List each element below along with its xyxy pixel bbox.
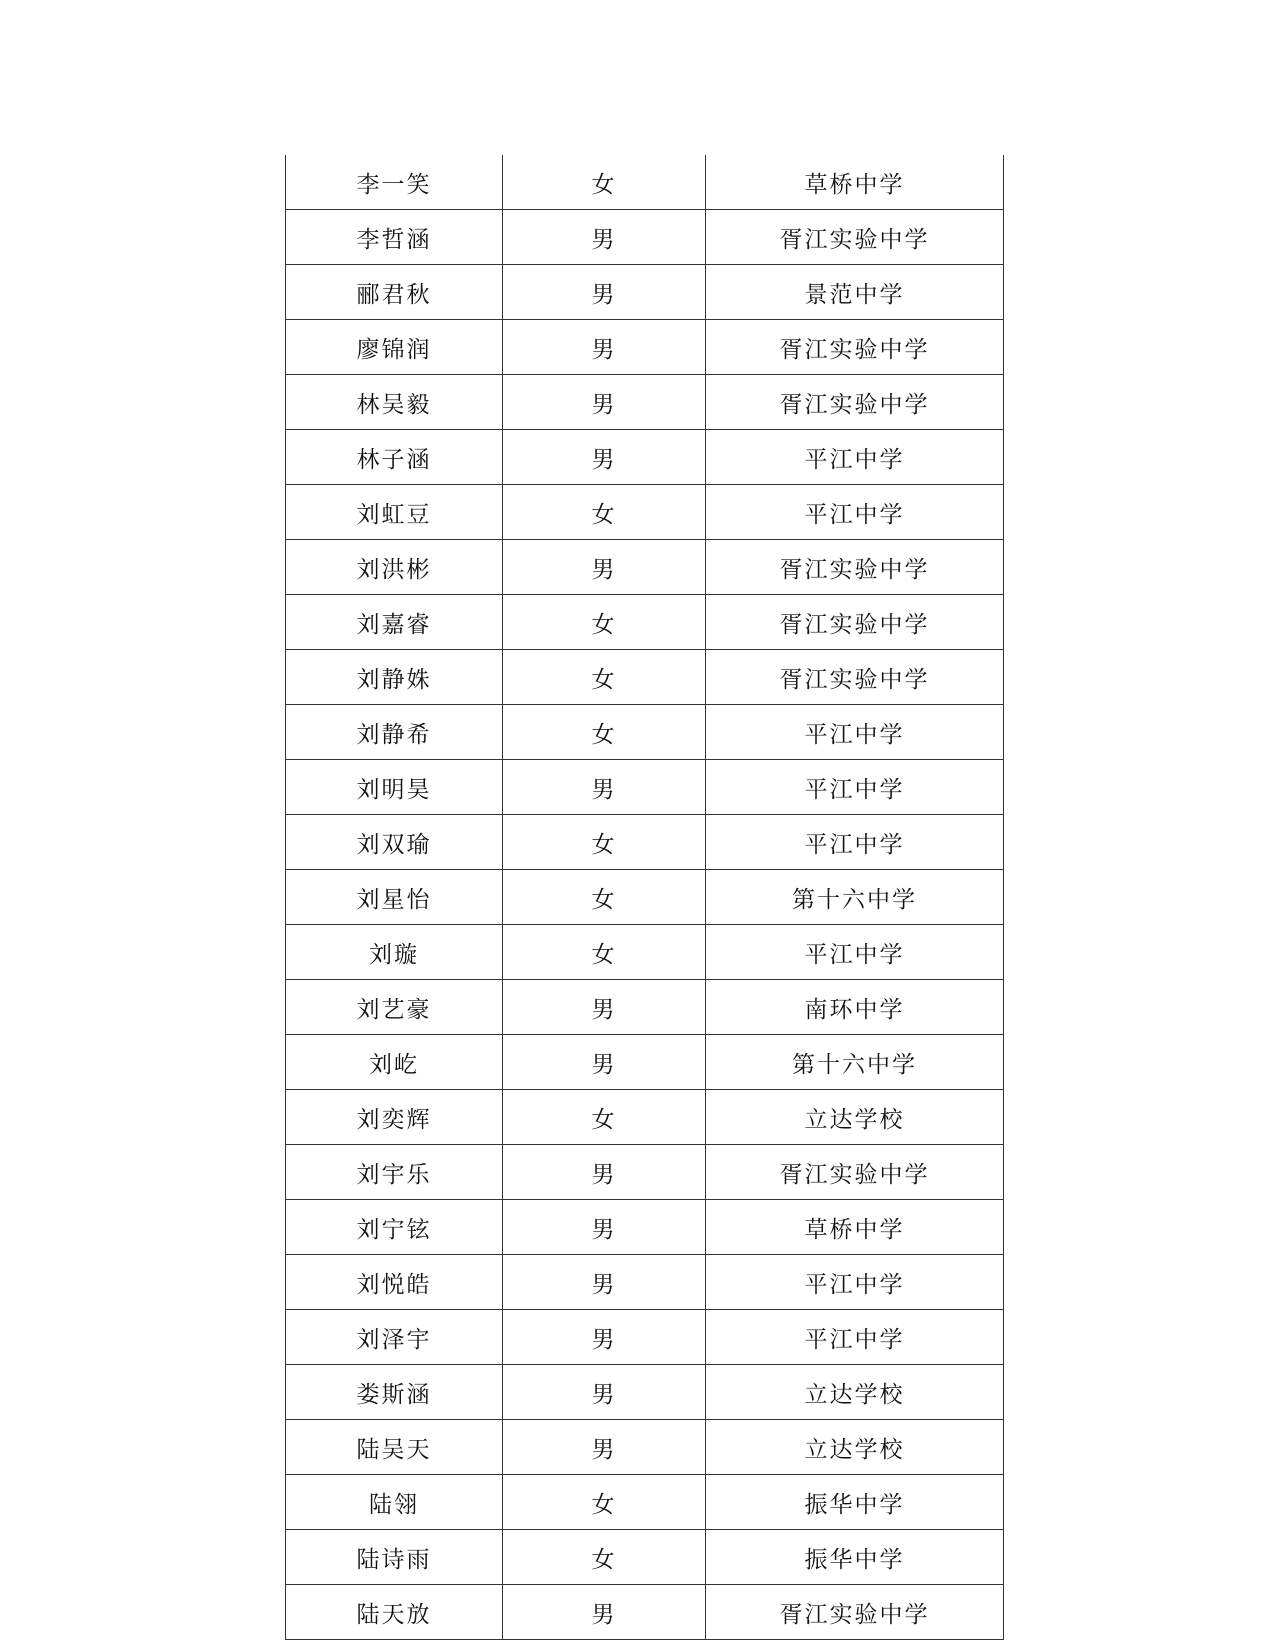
table-row — [286, 485, 1004, 540]
student-school: 胥江实验中学 — [706, 210, 1004, 265]
student-name: 刘虹豆 — [286, 485, 503, 540]
student-school: 胥江实验中学 — [706, 375, 1004, 430]
student-gender: 女 — [503, 485, 706, 540]
student-name: 刘泽宇 — [286, 1310, 503, 1365]
table-row — [286, 815, 1004, 870]
student-gender: 男 — [503, 210, 706, 265]
student-name: 陆诗雨 — [286, 1530, 503, 1585]
student-name: 刘明昊 — [286, 760, 503, 815]
student-name: 刘悦皓 — [286, 1255, 503, 1310]
student-school: 第十六中学 — [706, 1035, 1004, 1090]
table-row — [286, 870, 1004, 925]
student-gender: 男 — [503, 1200, 706, 1255]
student-name: 李哲涵 — [286, 210, 503, 265]
student-list-body — [286, 155, 1004, 1640]
student-name: 刘艺豪 — [286, 980, 503, 1035]
student-list-table — [285, 155, 1004, 1640]
student-name: 娄斯涵 — [286, 1365, 503, 1420]
table-row — [286, 1420, 1004, 1475]
table-row — [286, 375, 1004, 430]
table-row — [286, 1090, 1004, 1145]
student-school: 立达学校 — [706, 1365, 1004, 1420]
student-school: 平江中学 — [706, 925, 1004, 980]
student-school: 第十六中学 — [706, 870, 1004, 925]
table-row — [286, 760, 1004, 815]
student-gender: 女 — [503, 705, 706, 760]
student-school: 胥江实验中学 — [706, 1585, 1004, 1640]
student-gender: 女 — [503, 1475, 706, 1530]
student-school: 南环中学 — [706, 980, 1004, 1035]
table-row — [286, 705, 1004, 760]
student-gender: 男 — [503, 1035, 706, 1090]
table-row — [286, 925, 1004, 980]
student-gender: 男 — [503, 265, 706, 320]
student-name: 刘洪彬 — [286, 540, 503, 595]
student-school: 平江中学 — [706, 760, 1004, 815]
student-gender: 男 — [503, 980, 706, 1035]
table-row — [286, 1035, 1004, 1090]
student-name: 李一笑 — [286, 155, 503, 210]
student-school: 立达学校 — [706, 1420, 1004, 1475]
table-row — [286, 595, 1004, 650]
student-school: 景范中学 — [706, 265, 1004, 320]
student-gender: 男 — [503, 1255, 706, 1310]
student-gender: 女 — [503, 650, 706, 705]
table-row — [286, 320, 1004, 375]
student-name: 廖锦润 — [286, 320, 503, 375]
student-gender: 女 — [503, 155, 706, 210]
student-gender: 男 — [503, 1585, 706, 1640]
table-row — [286, 210, 1004, 265]
student-school: 草桥中学 — [706, 1200, 1004, 1255]
table-row — [286, 265, 1004, 320]
student-gender: 女 — [503, 1530, 706, 1585]
student-gender: 男 — [503, 375, 706, 430]
student-gender: 男 — [503, 1310, 706, 1365]
student-name: 刘璇 — [286, 925, 503, 980]
table-row — [286, 1255, 1004, 1310]
student-school: 胥江实验中学 — [706, 540, 1004, 595]
student-gender: 女 — [503, 925, 706, 980]
student-school: 平江中学 — [706, 815, 1004, 870]
student-gender: 男 — [503, 1145, 706, 1200]
student-name: 刘双瑜 — [286, 815, 503, 870]
table-row — [286, 650, 1004, 705]
table-row — [286, 1145, 1004, 1200]
table-row — [286, 540, 1004, 595]
table-row — [286, 1475, 1004, 1530]
student-name: 刘嘉睿 — [286, 595, 503, 650]
student-gender: 男 — [503, 1420, 706, 1475]
student-name: 刘静希 — [286, 705, 503, 760]
student-name: 陆翎 — [286, 1475, 503, 1530]
student-school: 草桥中学 — [706, 155, 1004, 210]
student-school: 平江中学 — [706, 485, 1004, 540]
student-school: 振华中学 — [706, 1475, 1004, 1530]
student-gender: 女 — [503, 870, 706, 925]
student-school: 胥江实验中学 — [706, 320, 1004, 375]
table-row — [286, 1200, 1004, 1255]
student-name: 林吴毅 — [286, 375, 503, 430]
student-school: 胥江实验中学 — [706, 650, 1004, 705]
student-school: 平江中学 — [706, 1310, 1004, 1365]
student-gender: 男 — [503, 320, 706, 375]
table-row — [286, 1310, 1004, 1365]
student-name: 刘静姝 — [286, 650, 503, 705]
student-gender: 男 — [503, 1365, 706, 1420]
student-name: 刘屹 — [286, 1035, 503, 1090]
student-school: 平江中学 — [706, 1255, 1004, 1310]
student-school: 胥江实验中学 — [706, 595, 1004, 650]
student-gender: 女 — [503, 815, 706, 870]
student-school: 平江中学 — [706, 705, 1004, 760]
student-name: 林子涵 — [286, 430, 503, 485]
student-school: 振华中学 — [706, 1530, 1004, 1585]
table-row — [286, 1585, 1004, 1640]
student-name: 刘星怡 — [286, 870, 503, 925]
student-name: 刘宁铉 — [286, 1200, 503, 1255]
table-row — [286, 980, 1004, 1035]
student-name: 陆吴天 — [286, 1420, 503, 1475]
student-gender: 男 — [503, 430, 706, 485]
student-school: 平江中学 — [706, 430, 1004, 485]
student-name: 刘奕辉 — [286, 1090, 503, 1145]
table-row — [286, 430, 1004, 485]
student-gender: 男 — [503, 760, 706, 815]
student-gender: 女 — [503, 1090, 706, 1145]
student-school: 立达学校 — [706, 1090, 1004, 1145]
student-name: 郦君秋 — [286, 265, 503, 320]
student-name: 刘宇乐 — [286, 1145, 503, 1200]
student-gender: 女 — [503, 595, 706, 650]
student-gender: 男 — [503, 540, 706, 595]
table-row — [286, 1530, 1004, 1585]
student-name: 陆天放 — [286, 1585, 503, 1640]
table-row — [286, 155, 1004, 210]
student-school: 胥江实验中学 — [706, 1145, 1004, 1200]
table-row — [286, 1365, 1004, 1420]
